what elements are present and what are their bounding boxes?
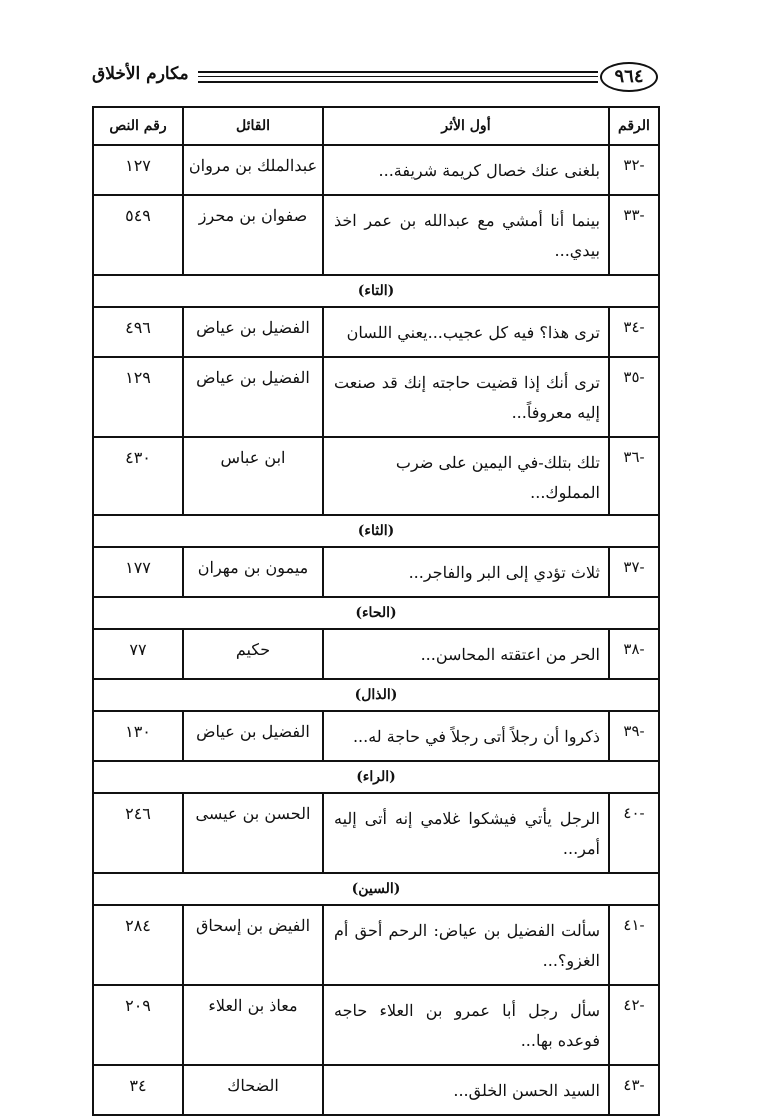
table-row — [93, 711, 659, 761]
entry-ref: ٤٩٦ — [93, 307, 183, 357]
entry-ref: ٥٤٩ — [93, 195, 183, 275]
section-row — [93, 761, 659, 793]
table-row — [93, 437, 659, 515]
entry-ref: ٢٨٤ — [93, 905, 183, 985]
section-label: (الحاء) — [93, 597, 659, 629]
entry-sayer: ميمون بن مهران — [183, 547, 323, 597]
entry-text: ذكروا أن رجلاً أتى رجلاً في حاجة له... — [323, 711, 609, 761]
entry-ref: ١٢٩ — [93, 357, 183, 437]
section-label: (الراء) — [93, 761, 659, 793]
section-label: (السين) — [93, 873, 659, 905]
entry-sayer: الحسن بن عيسى — [183, 793, 323, 873]
section-label: (الثاء) — [93, 515, 659, 547]
entry-sayer: الضحاك — [183, 1065, 323, 1115]
entry-sayer: ابن عباس — [183, 437, 323, 515]
entry-text: سألت الفضيل بن عياض: الرحم أحق أم الغزو؟... — [323, 905, 609, 985]
section-row — [93, 873, 659, 905]
table-row — [93, 1065, 659, 1115]
entry-text: ثلاث تؤدي إلى البر والفاجر... — [323, 547, 609, 597]
entry-number: -٣٥ — [609, 357, 659, 437]
entry-number: -٤١ — [609, 905, 659, 985]
table-row — [93, 905, 659, 985]
entry-sayer: الفضيل بن عياض — [183, 357, 323, 437]
entry-sayer: الفضيل بن عياض — [183, 307, 323, 357]
entry-text: بينما أنا أمشي مع عبدالله بن عمر اخذ بيدي... — [323, 195, 609, 275]
entry-number: -٤٢ — [609, 985, 659, 1065]
entry-text: تلك بتلك-في اليمين على ضرب المملوك... — [323, 437, 609, 515]
section-label: (الذال) — [93, 679, 659, 711]
entry-text: السيد الحسن الخلق... — [323, 1065, 609, 1115]
header-rule — [198, 71, 598, 83]
entry-sayer: عبدالملك بن مروان — [183, 145, 323, 195]
entry-text: ترى هذا؟ فيه كل عجيب...يعني اللسان — [323, 307, 609, 357]
col-header-number: الرقم — [609, 107, 659, 145]
entry-number: -٤٠ — [609, 793, 659, 873]
section-row — [93, 679, 659, 711]
table-row — [93, 195, 659, 275]
entry-ref: ٤٣٠ — [93, 437, 183, 515]
entry-sayer: الفيض بن إسحاق — [183, 905, 323, 985]
section-row — [93, 515, 659, 547]
index-table — [92, 106, 660, 1116]
entry-ref: ٣٤ — [93, 1065, 183, 1115]
entry-number: -٣٤ — [609, 307, 659, 357]
entry-number: -٣٦ — [609, 437, 659, 515]
entry-number: -٣٧ — [609, 547, 659, 597]
entry-number: -٤٣ — [609, 1065, 659, 1115]
entry-text: بلغنى عنك خصال كريمة شريفة... — [323, 145, 609, 195]
entry-text: سأل رجل أبا عمرو بن العلاء حاجه فوعده بها... — [323, 985, 609, 1065]
entry-number: -٣٣ — [609, 195, 659, 275]
col-header-text: أول الأثر — [323, 107, 609, 145]
table-header-row — [93, 107, 659, 145]
book-title: مكارم الأخلاق — [92, 64, 189, 84]
table-row — [93, 985, 659, 1065]
entry-text: الرجل يأتي فيشكوا غلامي إنه أتى إليه أمر... — [323, 793, 609, 873]
entry-sayer: حكيم — [183, 629, 323, 679]
entry-sayer: الفضيل بن عياض — [183, 711, 323, 761]
section-row — [93, 275, 659, 307]
entry-ref: ٧٧ — [93, 629, 183, 679]
entry-ref: ٢٤٦ — [93, 793, 183, 873]
entry-text: ترى أنك إذا قضيت حاجته إنك قد صنعت إليه معروفاً... — [323, 357, 609, 437]
entry-ref: ٢٠٩ — [93, 985, 183, 1065]
table-row — [93, 793, 659, 873]
entry-number: -٣٢ — [609, 145, 659, 195]
entry-ref: ١٢٧ — [93, 145, 183, 195]
page-header — [92, 62, 658, 92]
table-row — [93, 307, 659, 357]
section-label: (التاء) — [93, 275, 659, 307]
table-row — [93, 547, 659, 597]
col-header-sayer: القائل — [183, 107, 323, 145]
entry-text: الحر من اعتقته المحاسن... — [323, 629, 609, 679]
page-number: ٩٦٤ — [600, 62, 658, 92]
entry-number: -٣٨ — [609, 629, 659, 679]
entry-ref: ١٣٠ — [93, 711, 183, 761]
entry-sayer: صفوان بن محرز — [183, 195, 323, 275]
table-row — [93, 145, 659, 195]
section-row — [93, 597, 659, 629]
table-row — [93, 629, 659, 679]
entry-ref: ١٧٧ — [93, 547, 183, 597]
col-header-ref: رقم النص — [93, 107, 183, 145]
entry-sayer: معاذ بن العلاء — [183, 985, 323, 1065]
entry-number: -٣٩ — [609, 711, 659, 761]
table-row — [93, 357, 659, 437]
